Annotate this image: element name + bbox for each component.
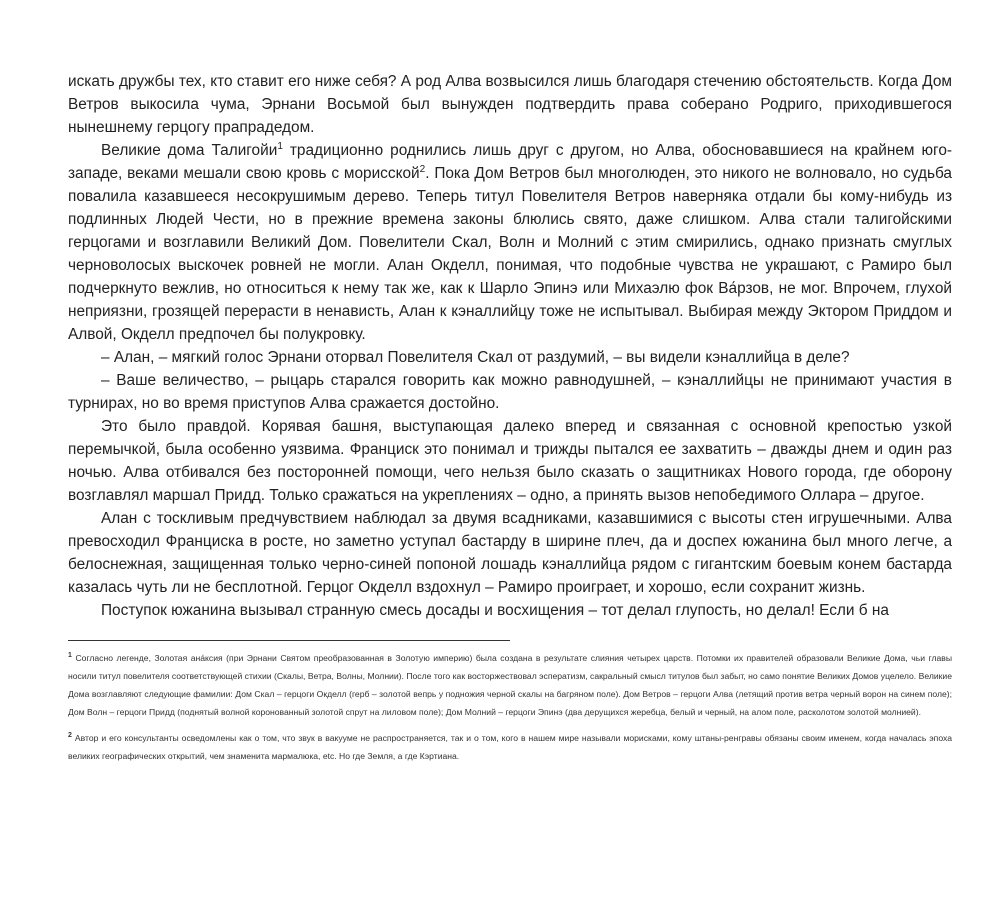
footnotes <box>68 649 952 765</box>
footnote-text: Согласно легенде, Золотая ана́ксия (при Эрнани Святом преобразованная в Золотую империю) была создана в результате слияния четырех царств. Потомки их правителей образовали Великие Дома, чьи главы носили титул повелителя соответствующей стихии (Скалы, Ветра, Волны, Молнии). После того как восторжествовал эсператизм, сакральный смысл титулов был забыт, но само понятие Великих Домов уцелело. Великие Дома возглавляют следующие фамилии: Дом Скал – герцоги Окделл (герб – золотой вепрь у подножия черной скалы на багряном поле). Дом Ветров – герцоги Алва (летящий против ветра черный ворон на синем поле); Дом Волн – герцоги Придд (поднятый волной коронованный золотой спрут на лиловом поле); Дом Молний – герцоги Эпинэ (два дерущихся жеребца, белый и черный, на алом поле, расколотом золотой молнией). <box>68 653 952 717</box>
paragraph <box>68 346 952 369</box>
paragraph <box>68 599 952 622</box>
paragraph-text: традиционно роднились лишь друг с другом, но Алва, обосновавшиеся на крайнем юго-западе, веками мешали свою кровь с морисской <box>68 142 953 182</box>
footnote-mark: 2 <box>68 732 72 740</box>
paragraph <box>68 70 952 139</box>
paragraph-text: – Ваше величество, – рыцарь старался говорить как можно равнодушней, – кэналлийцы не принимают участия в турнирах, но во время приступов Алва сражается достойно. <box>68 372 952 412</box>
footnote-text: Автор и его консультанты осведомлены как о том, что звук в вакууме не распространяется, так и о том, кого в нашем мире называли морисками, кому штаны-ренгравы обязаны своим именем, когда началась эпоха великих географических открытий, чем знаменита мармалюка, etc. Но где Земля, а где Кэртиана. <box>68 733 952 761</box>
paragraph-text: Поступок южанина вызывал странную смесь досады и восхищения – тот делал глупость, но делал! Если б на <box>101 602 889 619</box>
paragraph-text: Алан с тоскливым предчувствием наблюдал за двумя всадниками, казавшимися с высоты стен игрушечными. Алва превосходил Франциска в росте, но заметно уступал бастарду в ширине плеч, да и доспех южанина был много легче, а белоснежная, защищенная только черно-синей попоной лошадь кэналлийца рядом с гигантским боевым конем бастарда казалась чуть ли не бесплотной. Герцог Окделл вздохнул – Рамиро проиграет, и хорошо, если сохранит жизнь. <box>68 510 952 596</box>
paragraph <box>68 369 952 415</box>
paragraph-text: . Пока Дом Ветров был многолюден, это никого не волновало, но судьба повалила казавшееся несокрушимым дерево. Теперь титул Повелителя Ветров наверняка отдали бы кому-нибудь из подлинных Людей Чести, но в прежние времена законы блюлись свято, даже слишком. Алва стали талигойскими герцогами и возглавили Великий Дом. Повелители Скал, Волн и Молний с этим смирились, однако признать смуглых черноволосых выскочек ровней не могли. Алан Окделл, понимая, что подобные чувства не украшают, с Рамиро был подчеркнуто вежлив, но относиться к нему так же, как к Шарло Эпинэ или Михаэлю фок Ва́рзов, не мог. Впрочем, глухой неприязни, грозящей перерасти в ненависть, Алан к кэналлийцу тоже не испытывал. Выбирая между Эктором Приддом и Алвой, Окделл предпочел бы полукровку. <box>68 165 952 343</box>
footnote-ref: 1 <box>277 140 283 152</box>
paragraph <box>68 507 952 599</box>
paragraph-text: – Алан, – мягкий голос Эрнани оторвал Повелителя Скал от раздумий, – вы видели кэналлийца в деле? <box>101 349 850 366</box>
book-page <box>68 70 952 773</box>
footnote-mark: 1 <box>68 652 72 660</box>
footnote-ref: 2 <box>419 163 426 175</box>
paragraph-text: Великие дома Талигойи <box>101 142 278 159</box>
footnote <box>68 729 952 765</box>
main-text <box>68 70 952 622</box>
paragraph <box>68 139 952 346</box>
footnote <box>68 649 952 721</box>
footnote-divider <box>68 640 510 641</box>
paragraph-text: искать дружбы тех, кто ставит его ниже себя? А род Алва возвысился лишь благодаря стечению обстоятельств. Когда Дом Ветров выкосила чума, Эрнани Восьмой был вынужден подтвердить права соберано Родриго, приходившегося нынешнему герцогу прапрадедом. <box>68 73 952 136</box>
paragraph-text: Это было правдой. Корявая башня, выступающая далеко вперед и связанная с основной крепостью узкой перемычкой, была особенно уязвима. Франциск это понимал и трижды пытался ее захватить – дважды днем и один раз ночью. Алва отбивался без посторонней помощи, чего нельзя было сказать о защитниках Нового города, где оборону возглавлял маршал Придд. Только сражаться на укреплениях – одно, а принять вызов непобедимого Оллара – другое. <box>68 418 952 504</box>
paragraph <box>68 415 952 507</box>
